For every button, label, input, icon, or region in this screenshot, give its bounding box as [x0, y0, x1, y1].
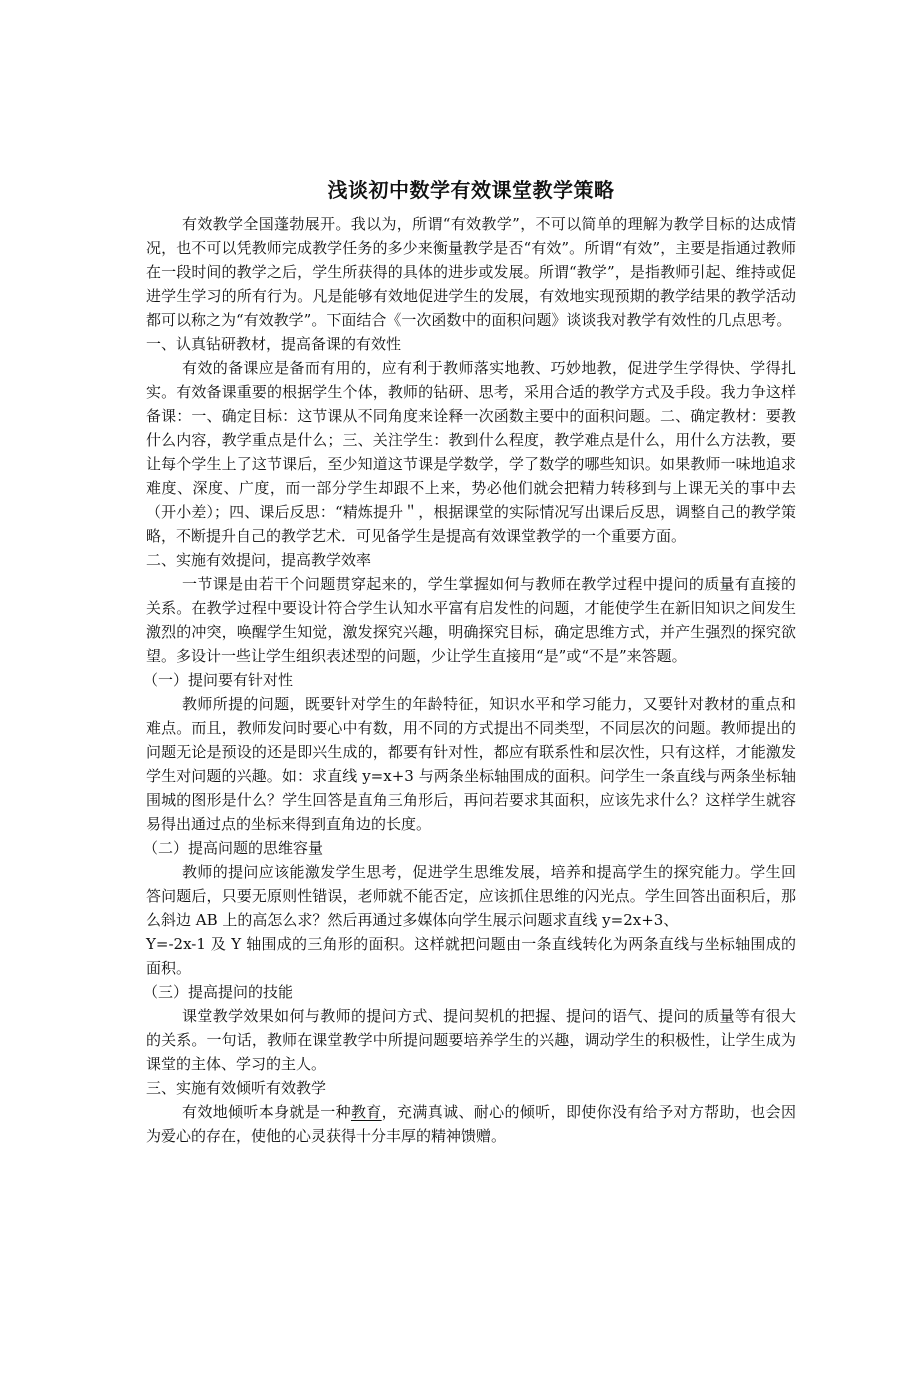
subsection-2-1-paragraph: 教师所提的问题，既要针对学生的年龄特征，知识水平和学习能力，又要针对教材的重点和难点。而且，教师发问时要心中有数，用不同的方式提出不同类型，不同层次的问题。教师提出的问题无论是预设的还是即兴生成的，都要有针对性，都应有联系性和层次性，只有这样，才能激发学生对问题的兴趣。如：求直线 y=x+3 与两条坐标轴围成的面积。问学生一条直线与两条坐标轴围城的图形是什么？学生回答是直角三角形后，再问若要求其面积，应该先求什么？这样学生就容易得出通过点的坐标来得到直角边的长度。 — [146, 695, 796, 833]
subsection-heading-2-1: （一）提问要有针对性 — [143, 671, 294, 689]
section-1-paragraph: 有效的备课应是备而有用的，应有利于教师落实地教、巧妙地教，促进学生学得快、学得扎实。有效备课重要的根据学生个体，教师的钻研、思考，采用合适的教学方式及手段。我力争这样备课：一、确定目标：这节课从不同角度来诠释一次函数主要中的面积问题。二、确定教材：要教什么内容，教学重点是什么；三、关注学生：教到什么程度，教学难点是什么，用什么方法教，要让每个学生上了这节课后，至少知道这节课是学数学，学了数学的哪些知识。如果教师一味地追求难度、深度、广度，而一部分学生却跟不上来，势必他们就会把精力转移到与上课无关的事中去（开小差）；四、课后反思：“精炼提升＂，根据课堂的实际情况写出课后反思，调整自己的教学策略，不断提升自己的教学艺术．可见备学生是提高有效课堂教学的一个重要方面。 — [146, 359, 796, 545]
section-heading-3: 三、实施有效倾听有效教学 — [146, 1079, 327, 1097]
document-page — [143, 170, 796, 1148]
document-title: 浅谈初中数学有效课堂教学策略 — [327, 178, 615, 202]
section-2-paragraph: 一节课是由若干个问题贯穿起来的，学生掌握如何与教师在教学过程中提问的质量有直接的关系。在教学过程中要设计符合学生认知水平富有启发性的问题，才能使学生在新旧知识之间发生激烈的冲突，唤醒学生知觉，激发探究兴趣，明确探究目标，确定思维方式，并产生强烈的探究欲望。多设计一些让学生组织表述型的问题，少让学生直接用“是”或“不是”来答题。 — [146, 575, 796, 665]
subsection-2-2-paragraph: 教师的提问应该能激发学生思考，促进学生思维发展，培养和提高学生的探究能力。学生回答问题后，只要无原则性错误，老师就不能否定，应该抓住思维的闪光点。学生回答出面积后，那么斜边 AB 上的高怎么求？然后再通过多媒体向学生展示问题求直线 y=2x+3、 — [146, 863, 796, 929]
section-3-text-end: ，充满真诚、耐心的倾听，即使你没有给予对方帮助，也会因为爱心的存在，使他的心灵获得十分丰厚的精神馈赠。 — [146, 1103, 796, 1145]
subsection-heading-2-3: （三）提高提问的技能 — [143, 983, 294, 1001]
section-heading-2: 二、实施有效提问，提高教学效率 — [146, 551, 372, 569]
education-link[interactable]: 教育 — [350, 1103, 382, 1121]
subsection-heading-2-2: （二）提高问题的思维容量 — [143, 839, 324, 857]
subsection-2-2-continuation: Y=-2x-1 及 Y 轴围成的三角形的面积。这样就把问题由一条直线转化为两条直线与坐标轴围成的面积。 — [146, 935, 796, 977]
section-3-paragraph — [146, 1100, 796, 1148]
subsection-2-3-paragraph: 课堂教学效果如何与教师的提问方式、提问契机的把握、提问的语气、提问的质量等有很大的关系。一句话，教师在课堂教学中所提问题要培养学生的兴趣，调动学生的积极性，让学生成为课堂的主体、学习的主人。 — [146, 1007, 796, 1073]
section-3-text-start: 有效地倾听本身就是一种 — [182, 1103, 351, 1121]
section-heading-1: 一、认真钻研教材，提高备课的有效性 — [146, 335, 402, 353]
intro-paragraph: 有效教学全国蓬勃展开。我以为，所谓“有效教学”，不可以简单的理解为教学目标的达成情况，也不可以凭教师完成教学任务的多少来衡量教学是否“有效”。所谓“有效”，主要是指通过教师在一段时间的教学之后，学生所获得的具体的进步或发展。所谓“教学”，是指教师引起、维持或促进学生学习的所有行为。凡是能够有效地促进学生的发展，有效地实现预期的教学结果的教学活动都可以称之为“有效教学”。下面结合《一次函数中的面积问题》谈谈我对教学有效性的几点思考。 — [146, 215, 796, 329]
